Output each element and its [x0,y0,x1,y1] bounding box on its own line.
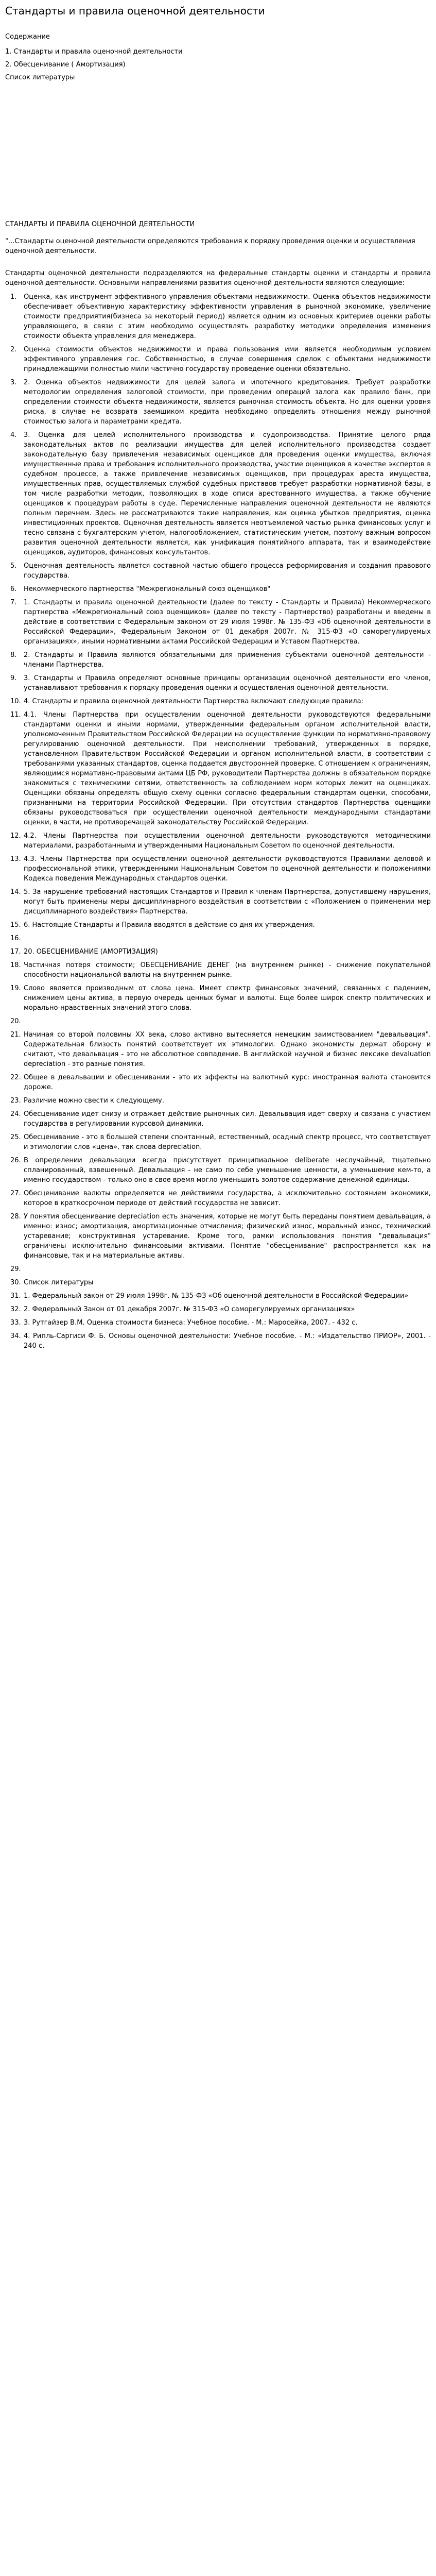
list-item-text: 4. Рипль-Саргиси Ф. Б. Основы оценочной деятельности: Учебное пособие. - М.: «Издательство ПРИОР», 2001. - 240 с. [24,1332,431,1350]
list-item-text: 2. Оценка объектов недвижимости для целей залога и ипотечного кредитования. Требует разработки методологии определения залоговой стоимости, при проведении операций залога как правило банк, при определении стоимости объекта недвижимости, является рыночная стоимость объекта. Но для оценки уровня риска, в случае не возврата заемщиком кредита необходимо определить отношения между рыночной стоимостью залога и параметрами кредита. [24,379,431,426]
list-item-number: 32. [10,1306,21,1313]
list-item-number: 22. [10,1074,21,1081]
list-item [5,697,431,706]
list-item-text [24,1264,431,1274]
list-item-text: Обесценивание валюты определяется не действиями государства, а исключительно состоянием экономики, которое в краткосрочном периоде от действий государства не зависит. [24,1190,431,1207]
list-item [5,584,431,594]
list-item-number: 4. [10,431,17,439]
list-item-text: Обесценивание идет снизу и отражает действие рыночных сил. Девальвация идет сверху и связана с участием государства в регулировании курсовой динамики. [24,1110,431,1128]
list-item [5,960,431,980]
list-item-number: 6. [10,585,17,593]
list-item [5,920,431,930]
list-item [5,673,431,693]
list-item-text: 5. За нарушение требований настоящих Стандартов и Правил к членам Партнерства, допустившему нарушения, могут быть применены меры дисциплинарного воздействия в соответствии с «Положением о применении мер дисциплинарного воздействия» Партнерства. [24,888,431,916]
list-item [5,1264,431,1274]
list-item-text: 4. Стандарты и правила оценочной деятельности Партнерства включают следующие правила: [24,698,363,705]
list-item-number: 14. [10,888,21,896]
list-item-number: 29. [10,1265,21,1273]
list-item [5,430,431,557]
list-item-number: 28. [10,1213,21,1221]
list-item-text: 3. Оценка для целей исполнительного производства и судопроизводства. Принятие целого ряда законодательных актов по реализации имущества для целей исполнительного производства создает законодательную базу привлечения независимых оценщиков для проведения оценки имущества, включая имущественные права и требования исполнительного производства, участие оценщиков в качестве экспертов в судебном процессе, а также привлечение независимых оценщиков, при процедурах ареста имущества, имущественных прав, осуществляемых службой судебных приставов требует разработки нормативной базы, в том числе разработки методик, позволяющих в ходе описи арестованного имущества, а также обучение оценщиков к процедурам работы в суде. Перечисленные направления оценочной деятельности не являются полным перечнем. Здесь не рассматриваются такие направления, как оценка убытков предприятия, оценка инвестиционных проектов. Оценочная деятельность является неотъемлемой частью рынка финансовых услуг и тесно связана с бухгалтерским учетом, налогообложением, статистическим учетом, поэтому важным вопросом развития оценочной деятельности является, как унификация понятийного аппарата, так и взаимодействие оценщиков, аудиторов, финансовых консультантов. [24,431,431,556]
list-item-text: 1. Федеральный закон от 29 июля 1998г. № 135-ФЗ «Об оценочной деятельности в Российской Федерации» [24,1292,409,1300]
numbered-list [5,292,431,1351]
list-item-number: 27. [10,1190,21,1197]
list-item [5,1331,431,1351]
list-item-text: У понятия обесценивание depreciation есть значения, которые не могут быть переданы понятием девальвация, а именно: износ; амортизация, амортизационные отчисления; физический износ, моральный износ, технический устаревание; конструктивная устаревание. Кроме того, рамки использования понятия "девальвация" ограничены исключительно финансовыми активами. Понятие "обесценивание" распространяется как на финансовые, так и на материальные активы. [24,1213,431,1260]
list-item [5,345,431,374]
list-item-text: Различие можно свести к следующему. [24,1097,164,1105]
list-item-text: Оценочная деятельность является составной частью общего процесса реформирования и создания правового государства. [24,562,431,580]
list-item [5,598,431,647]
toc-item: 1. Стандарты и правила оценочной деятельности [5,48,183,56]
list-item [5,1318,431,1328]
list-item [5,947,431,957]
table-of-contents [5,32,431,82]
list-item [5,1073,431,1092]
list-item [5,984,431,1013]
section-title: СТАНДАРТЫ И ПРАВИЛА ОЦЕНОЧНОЙ ДЕЯТЕЛЬНОСТИ [5,221,195,228]
list-item-text: Некоммерческого партнерства "Межрегиональный союз оценщиков" [24,585,271,593]
list-item-text: Частичная потеря стоимости; ОБЕСЦЕНИВАНИЕ ДЕНЕГ (на внутреннем рынке) - снижение покупательной способности национальной валюты на внутреннем рынке. [24,961,431,979]
list-item-text: 2. Федеральный Закон от 01 декабря 2007г. № 315-ФЗ «О саморегулируемых организациях» [24,1306,355,1313]
list-item-number: 18. [10,961,21,969]
list-item-text: Оценка стоимости объектов недвижимости и права пользования ими является необходимым условием эффективного управления гос. Собственностью, в случае совершения сделок с объектами недвижимости принадлежащими полностью мили частично государству проведение оценки обязательно. [24,346,431,373]
list-item [5,378,431,427]
list-item [5,561,431,581]
list-item [5,650,431,670]
list-item [5,1212,431,1261]
list-item-text: 3. Рутгайзер В.М. Оценка стоимости бизнеса: Учебное пособие. - М.: Маросейка, 2007. - 432 с. [24,1319,358,1327]
list-item-number: 34. [10,1332,21,1340]
list-item-number: 17. [10,948,21,956]
toc-heading: Содержание [5,33,50,41]
list-item-number: 11. [10,711,21,719]
list-item-text: Слово является производным от слова цена. Имеет спектр финансовых значений, связанных с падением, снижением цены актива, в первую очередь ценных бумаг и валюты. Еще более широк спектр политических и морально-нравственных значений этого слова. [24,985,431,1012]
list-item-number: 30. [10,1279,21,1286]
list-item [5,934,431,943]
list-item-text: 4.3. Члены Партнерства при осуществлении оценочной деятельности руководствуются Правилами деловой и профессиональной этики, утвержденными Национальным Советом по оценочной деятельности и положениями Кодекса поведения Международных стандартов оценки. [24,855,431,883]
list-item-number: 5. [10,562,17,570]
list-item-number: 8. [10,651,17,659]
list-item [5,1016,431,1026]
list-item [5,710,431,827]
list-item-number: 25. [10,1133,21,1141]
list-item-number: 26. [10,1157,21,1164]
list-item-text: 4.1. Члены Партнерства при осуществлении оценочной деятельности руководствуются федеральными стандартами оценки и иными нормами, утвержденными федеральным органом исполнительной власти, уполномоченным Правительством Российской Федерации на осуществление функции по нормативно-правовому регулированию оценочной деятельности. При неисполнении требований, утвержденных в порядке, установленном Правительством Российской Федерации и органом исполнительной власти, в соответствии с требованиями указанных стандартов, оценка поддается двусторонней проверке. С отношением к ограничениям, являющимся нормативно-правовыми актами ЦБ РФ, руководители Партнерства должны в обязательном порядке знакомиться с техническими сетями, ответственность за соблюдением норм которых лежит на оценщиках. Оценщики обязаны определять общую схему оценки согласно федеральным стандартам оценки, способами, признанными на территории Российской Федерации. При отсутствии стандартов Партнерства оценщики обязаны руководствоваться при осуществлении оценочной деятельности международными стандартами оценки, в части, не противоречащей законодательству Российской Федерации. [24,711,431,826]
list-item-number: 21. [10,1031,21,1039]
list-item-number: 24. [10,1110,21,1118]
document-page [0,4,436,1351]
list-item-number: 12. [10,832,21,840]
list-item-text [24,934,431,943]
list-item-number: 15. [10,921,21,929]
list-item-number: 2. [10,346,17,353]
list-item-number: 16. [10,935,21,942]
list-item-text: Оценка, как инструмент эффективного управления объектами недвижимости. Оценка объектов недвижимости обеспечивает объективную характеристику эффективности управления в рыночной экономике, увеличение стоимости предприятия(бизнеса за некоторый период) является одним из основных критериев оценки работы управляющего, в связи с этим необходимо осуществлять разработку методики определения изменения стоимости объекта управления для менеджера. [24,293,431,340]
list-item [5,854,431,884]
list-item-text: 1. Стандарты и правила оценочной деятельности (далее по тексту - Стандарты и Правила) Некоммерческого партнерства «Межрегиональный союз оценщиков» (далее по тексту - Партнерство) разработаны и введены в действие в соответствии с Федеральным законом от 29 июля 1998г. № 135-ФЗ «Об оценочной деятельности в Российской Федерации», Федеральным Законом от 01 декабря 2007г. № 315-ФЗ «О саморегулируемых организациях», иными нормативными актами Российской Федерации и Уставом Партнерства. [24,599,431,646]
list-item-number: 33. [10,1319,21,1327]
toc-item: Список литературы [5,74,75,81]
list-item-number: 31. [10,1292,21,1300]
list-item [5,1109,431,1129]
list-item-text: Общее в девальвации и обесценивании - это их эффекты на валютный курс: иностранная валюта становится дороже. [24,1074,431,1091]
list-item-number: 20. [10,1018,21,1025]
list-item [5,1030,431,1069]
list-item-number: 3. [10,379,17,386]
list-item [5,1096,431,1106]
toc-item: 2. Обесценивание ( Амортизация) [5,61,126,69]
list-item-number: 19. [10,985,21,992]
list-item-text: 6. Настоящие Стандарты и Правила вводятся в действие со дня их утверждения. [24,921,315,929]
document-title: Стандарты и правила оценочной деятельности [5,5,265,17]
list-item [5,831,431,851]
list-item-number: 1. [10,293,17,301]
list-item-text: 2. Стандарты и Правила являются обязательными для применения субъектами оценочной деятельности - членами Партнерства. [24,651,431,669]
list-item-text: Начиная со второй половины XX века, слово активно вытесняется немецким заимствованием "девальвация". Содержательная близость понятий соответствует их этимологии. Однако экономисты держат оборону и считают, что девальвация - это не абсолютное совпадение. В английской научной и бизнес лексике devaluation depreciation - это разные понятия. [24,1031,431,1068]
list-item [5,1156,431,1185]
list-item-text: 20. ОБЕСЦЕНИВАНИЕ (АМОРТИЗАЦИЯ) [24,948,158,956]
section-intro: Стандарты оценочной деятельности подразделяются на федеральные стандарты оценки и стандарты и правила оценочной деятельности. Основными направлениями развития оценочной деятельности являются следующие: [5,269,431,287]
section-quote: "...Стандарты оценочной деятельности определяются требования к порядку проведения оценки и осуществления оценочной деятельности. [5,238,415,255]
list-item [5,1291,431,1301]
list-item-number: 13. [10,855,21,863]
list-item-text [24,1016,431,1026]
list-item [5,1189,431,1208]
list-item [5,887,431,917]
list-item-text: Список литературы [24,1279,94,1286]
list-item-number: 7. [10,599,17,606]
list-item-number: 23. [10,1097,21,1105]
list-item-number: 10. [10,698,21,705]
list-item-text: В определении девальвации всегда присутствует принципиальное deliberate неслучайный, тщательно спланированный, взвешенный. Девальвация - не само по себе уменьшение ценности, а уменьшение кем-то, а именно государством - только оно в свое время могло уменьшить золотое содержание денежной единицы. [24,1157,431,1184]
list-item-text: 3. Стандарты и Правила определяют основные принципы организации оценочной деятельности его членов, устанавливают требования к порядку проведения оценки и осуществления оценочной деятельности. [24,674,431,692]
list-item-number: 9. [10,674,17,682]
list-item [5,1304,431,1314]
list-item [5,1132,431,1152]
list-item [5,292,431,341]
list-item [5,1278,431,1287]
blank-space [5,86,431,219]
list-item-text: 4.2. Члены Партнерства при осуществлении оценочной деятельности руководствуются методическими материалами, разработанными и утвержденными Национальным Советом по оценочной деятельности. [24,832,431,850]
list-item-text: Обесценивание - это в большей степени спонтанный, естественный, осадный спектр процесс, что соответствует и этимологии слов «цена», так слова depreciation. [24,1133,431,1151]
